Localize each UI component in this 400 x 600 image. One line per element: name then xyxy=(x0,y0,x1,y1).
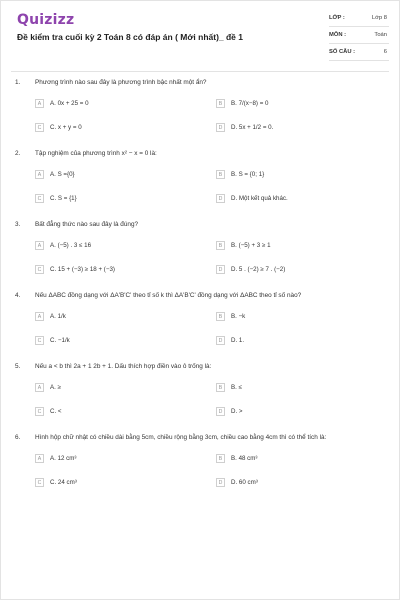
worksheet-title: Đề kiểm tra cuối kỳ 2 Toán 8 có đáp án ( Mới nhất)_ đề 1 xyxy=(17,32,243,42)
option-d[interactable] xyxy=(216,407,243,416)
option-letter-box: C xyxy=(35,478,44,487)
question-text: Nếu a < b thì 2a + 1 2b + 1. Dấu thích hợp điền vào ô trống là: xyxy=(35,363,212,370)
question-text: Phương trình nào sau đây là phương trình bậc nhất một ẩn? xyxy=(35,79,207,86)
option-d[interactable] xyxy=(216,478,258,487)
question-number: 2. xyxy=(15,150,21,157)
option-text: B. ≤ xyxy=(231,384,242,391)
option-text: C. −1/k xyxy=(50,337,70,344)
option-letter-box: C xyxy=(35,123,44,132)
option-letter-box: A xyxy=(35,454,44,463)
option-b[interactable] xyxy=(216,312,245,321)
option-a[interactable] xyxy=(35,241,91,250)
question-1 xyxy=(1,77,400,148)
option-b[interactable] xyxy=(216,170,264,179)
option-c[interactable] xyxy=(35,336,70,345)
option-text: A. (−5) . 3 ≤ 16 xyxy=(50,242,92,249)
option-letter-box: D xyxy=(216,336,225,345)
option-text: A. 0x + 25 = 0 xyxy=(50,100,89,107)
question-number: 1. xyxy=(15,79,21,86)
meta-row-subject xyxy=(329,27,389,44)
question-text: Nếu ΔABC đồng dạng với ΔA'B'C' theo tỉ số k thì ΔA'B'C' đồng dạng với ΔABC theo tỉ số nào? xyxy=(35,292,302,299)
option-letter-box: D xyxy=(216,265,225,274)
option-a[interactable] xyxy=(35,312,66,321)
meta-label: MÔN : xyxy=(329,32,347,38)
quizizz-logo: Quizizz xyxy=(17,12,75,28)
option-text: B. −k xyxy=(231,313,246,320)
meta-row-class xyxy=(329,10,389,27)
option-letter-box: B xyxy=(216,312,225,321)
question-number: 4. xyxy=(15,292,21,299)
option-text: B. S = {0; 1} xyxy=(231,171,265,178)
question-number: 3. xyxy=(15,221,21,228)
question-text: Tập nghiệm của phương trình x² − x = 0 là: xyxy=(35,150,157,157)
option-text: D. 1. xyxy=(231,337,245,344)
meta-row-count xyxy=(329,44,389,61)
option-text: C. 15 + (−3) ≥ 18 + (−3) xyxy=(50,266,115,273)
question-3 xyxy=(1,219,400,290)
option-text: C. < xyxy=(50,408,62,415)
option-d[interactable] xyxy=(216,336,244,345)
option-a[interactable] xyxy=(35,99,89,108)
option-text: A. ≥ xyxy=(50,384,61,391)
option-letter-box: A xyxy=(35,383,44,392)
question-6 xyxy=(1,432,400,503)
meta-value: 6 xyxy=(383,49,387,55)
question-number: 6. xyxy=(15,434,21,441)
option-letter-box: D xyxy=(216,407,225,416)
option-b[interactable] xyxy=(216,241,271,250)
option-letter-box: B xyxy=(216,383,225,392)
question-5 xyxy=(1,361,400,432)
option-text: C. 24 cm³ xyxy=(50,479,77,486)
worksheet-header xyxy=(1,1,399,63)
option-c[interactable] xyxy=(35,265,115,274)
option-a[interactable] xyxy=(35,454,76,463)
option-letter-box: B xyxy=(216,170,225,179)
question-text: Hình hộp chữ nhật có chiều dài bằng 5cm, chiều rộng bằng 3cm, chiều cao bằng 4cm thì có thể tích là: xyxy=(35,434,327,441)
header-divider xyxy=(11,71,389,72)
option-letter-box: B xyxy=(216,99,225,108)
option-letter-box: B xyxy=(216,241,225,250)
question-list xyxy=(1,77,400,503)
option-text: A. S ={0} xyxy=(50,171,75,178)
option-text: C. x + y = 0 xyxy=(50,124,82,131)
option-letter-box: C xyxy=(35,336,44,345)
option-text: A. 12 cm³ xyxy=(50,455,77,462)
meta-label: SỐ CÂU : xyxy=(329,49,356,55)
option-text: B. 48 cm³ xyxy=(231,455,258,462)
option-letter-box: D xyxy=(216,123,225,132)
option-a[interactable] xyxy=(35,383,61,392)
meta-value: Lớp 8 xyxy=(371,15,387,21)
option-letter-box: C xyxy=(35,407,44,416)
option-letter-box: C xyxy=(35,265,44,274)
meta-value: Toán xyxy=(374,32,387,38)
option-text: B. (−5) + 3 ≥ 1 xyxy=(231,242,271,249)
option-c[interactable] xyxy=(35,478,77,487)
option-text: B. 7/(x−8) = 0 xyxy=(231,100,269,107)
option-text: D. 5x + 1/2 = 0. xyxy=(231,124,274,131)
option-letter-box: D xyxy=(216,194,225,203)
option-c[interactable] xyxy=(35,407,62,416)
worksheet-meta xyxy=(329,10,389,61)
option-letter-box: A xyxy=(35,241,44,250)
option-letter-box: B xyxy=(216,454,225,463)
option-letter-box: A xyxy=(35,312,44,321)
option-letter-box: A xyxy=(35,99,44,108)
option-text: D. 60 cm³ xyxy=(231,479,258,486)
option-b[interactable] xyxy=(216,383,242,392)
option-letter-box: A xyxy=(35,170,44,179)
option-c[interactable] xyxy=(35,194,77,203)
option-text: D. > xyxy=(231,408,243,415)
option-b[interactable] xyxy=(216,454,257,463)
option-text: C. S = {1} xyxy=(50,195,77,202)
option-d[interactable] xyxy=(216,123,273,132)
option-a[interactable] xyxy=(35,170,75,179)
option-d[interactable] xyxy=(216,265,285,274)
question-number: 5. xyxy=(15,363,21,370)
question-4 xyxy=(1,290,400,361)
option-letter-box: D xyxy=(216,478,225,487)
meta-label: LỚP : xyxy=(329,15,345,21)
option-text: D. Một kết quả khác. xyxy=(231,195,288,202)
option-text: D. 5 . (−2) ≥ 7 . (−2) xyxy=(231,266,286,273)
question-text: Bất đẳng thức nào sau đây là đúng? xyxy=(35,221,139,228)
option-c[interactable] xyxy=(35,123,82,132)
option-text: A. 1/k xyxy=(50,313,66,320)
option-d[interactable] xyxy=(216,194,288,203)
option-letter-box: C xyxy=(35,194,44,203)
option-b[interactable] xyxy=(216,99,269,108)
question-2 xyxy=(1,148,400,219)
